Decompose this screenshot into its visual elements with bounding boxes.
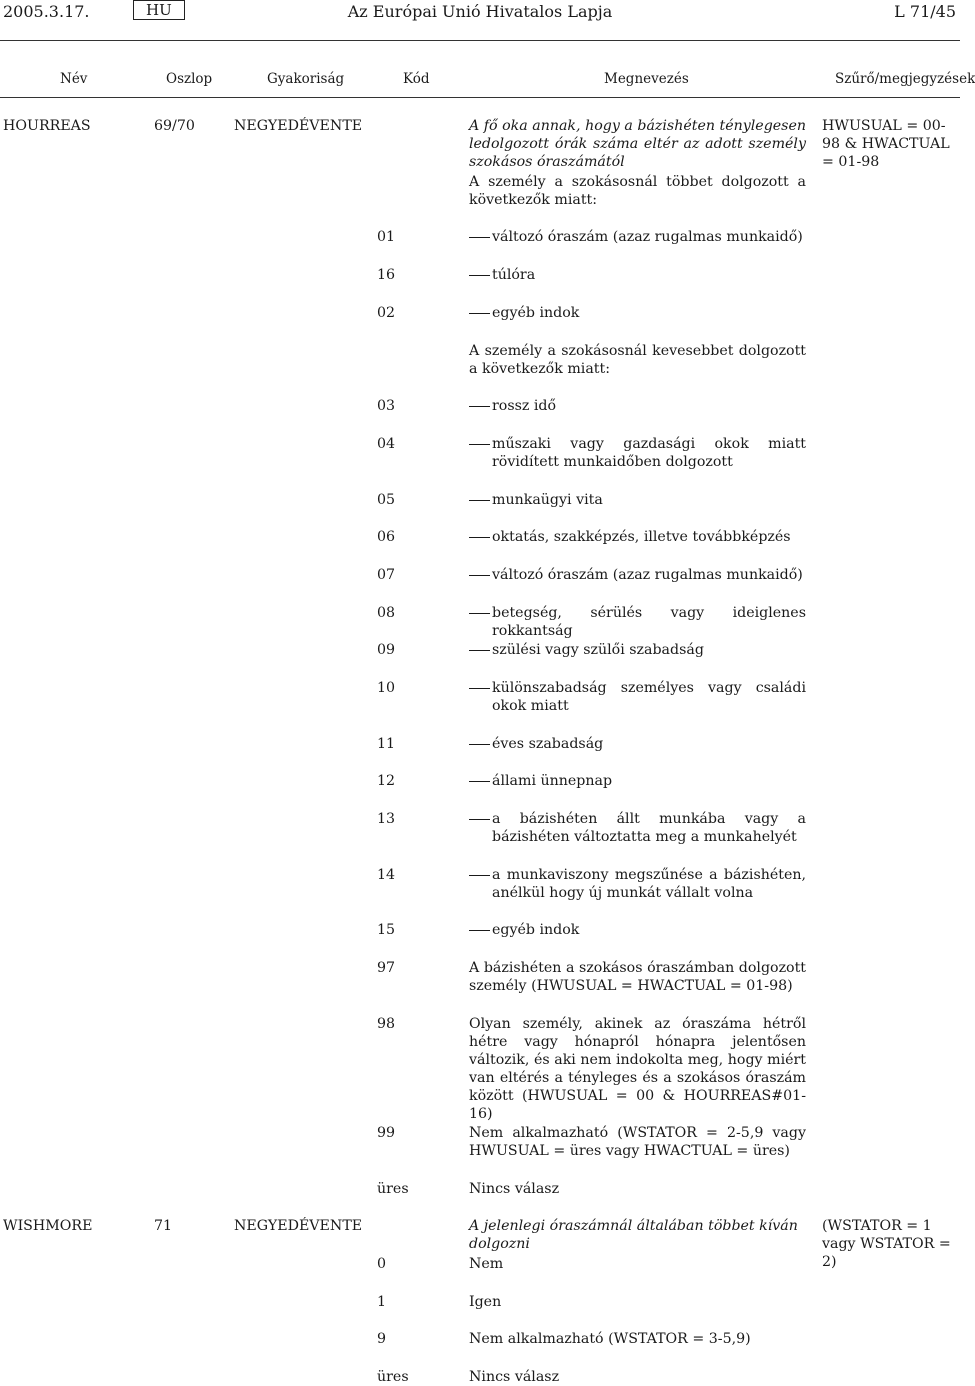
code-description: különszabadság személyes vagy családi okok miatt xyxy=(492,680,806,714)
code-description: a bázishéten állt munkába vagy a bázishéten változtatta meg a munkahelyét xyxy=(492,811,806,845)
code-description: változó óraszám (azaz rugalmas munkaidő) xyxy=(492,567,803,583)
var-freq-hourreas: NEGYEDÉVENTE xyxy=(234,118,363,134)
code-description: változó óraszám (azaz rugalmas munkaidő) xyxy=(492,229,803,245)
dash-mark xyxy=(469,930,490,931)
code-description: A bázishéten a szokásos óraszámban dolgozott személy (HWUSUAL = HWACTUAL = 01-98) xyxy=(469,960,806,994)
code-description: Nincs válasz xyxy=(469,1181,560,1197)
code-label: 98 xyxy=(377,1016,396,1032)
var-desc-wishmore: A jelenlegi óraszámnál általában többet kíván dolgozni xyxy=(469,1218,798,1252)
code-label: 05 xyxy=(377,492,396,508)
code-label: 12 xyxy=(377,773,396,789)
dash-mark xyxy=(469,537,490,538)
dash-mark xyxy=(469,650,490,651)
journal-title: Az Európai Unió Hivatalos Lapja xyxy=(347,2,613,21)
code-label: 14 xyxy=(377,867,396,883)
group-more-hours: A személy a szokásosnál többet dolgozott a következők miatt: xyxy=(469,174,806,208)
code-description: Nem alkalmazható (WSTATOR = 3-5,9) xyxy=(469,1331,751,1347)
code-label: 03 xyxy=(377,398,396,414)
code-label: 04 xyxy=(377,436,396,452)
code-label: 15 xyxy=(377,922,396,938)
code-label: üres xyxy=(377,1369,409,1385)
col-head-megnevezes: Megnevezés xyxy=(604,71,689,87)
dash-mark xyxy=(469,500,490,501)
code-description: munkaügyi vita xyxy=(492,492,603,508)
code-label: 06 xyxy=(377,529,396,545)
code-label: 97 xyxy=(377,960,396,976)
code-description: éves szabadság xyxy=(492,736,604,752)
language-badge: HU xyxy=(133,0,185,20)
code-label: 10 xyxy=(377,680,396,696)
code-description: Igen xyxy=(469,1294,502,1310)
column-heading-rule xyxy=(0,97,960,98)
code-description: állami ünnepnap xyxy=(492,773,613,789)
code-description: egyéb indok xyxy=(492,305,580,321)
code-label: 01 xyxy=(377,229,396,245)
var-col-hourreas: 69/70 xyxy=(154,118,195,134)
col-head-oszlop: Oszlop xyxy=(166,71,213,87)
code-description: műszaki vagy gazdasági okok miatt rövidített munkaidőben dolgozott xyxy=(492,436,806,470)
code-description: egyéb indok xyxy=(492,922,580,938)
col-head-gyakorisag: Gyakoriság xyxy=(267,71,345,87)
var-col-wishmore: 71 xyxy=(154,1218,173,1234)
dash-mark xyxy=(469,744,490,745)
col-head-nev: Név xyxy=(60,71,88,87)
var-name-wishmore: WISHMORE xyxy=(3,1218,93,1234)
dash-mark xyxy=(469,688,490,689)
code-label: üres xyxy=(377,1181,409,1197)
code-label: 07 xyxy=(377,567,396,583)
code-label: 11 xyxy=(377,736,396,752)
dash-mark xyxy=(469,819,490,820)
var-freq-wishmore: NEGYEDÉVENTE xyxy=(234,1218,363,1234)
page-header xyxy=(0,0,960,40)
dash-mark xyxy=(469,575,490,576)
dash-mark xyxy=(469,875,490,876)
code-label: 16 xyxy=(377,267,396,283)
code-label: 02 xyxy=(377,305,396,321)
code-description: rossz idő xyxy=(492,398,557,414)
code-description: Nincs válasz xyxy=(469,1369,560,1385)
dash-mark xyxy=(469,275,490,276)
group-fewer-hours: A személy a szokásosnál kevesebbet dolgozott a következők miatt: xyxy=(469,343,806,377)
code-label: 13 xyxy=(377,811,396,827)
code-description: Olyan személy, akinek az óraszáma hétről hétre vagy hónapról hónapra jelentősen változik, és aki nem indokolta meg, hogy miért van eltérés a tényleges és a szokásos óraszám között (HWUSUAL = 00 & HOURREAS#01-16) xyxy=(469,1016,806,1122)
dash-mark xyxy=(469,444,490,445)
col-head-szuro: Szűrő/megjegyzések xyxy=(835,71,975,87)
code-label: 1 xyxy=(377,1294,387,1310)
code-description: oktatás, szakképzés, illetve továbbképzés xyxy=(492,529,791,545)
var-name-hourreas: HOURREAS xyxy=(3,118,91,134)
var-desc-hourreas: A fő oka annak, hogy a bázishéten ténylegesen ledolgozott órák száma eltér az adott személy szokásos óraszámától xyxy=(469,118,806,170)
code-label: 0 xyxy=(377,1256,387,1272)
dash-mark xyxy=(469,613,490,614)
header-date: 2005.3.17. xyxy=(3,2,90,21)
code-label: 99 xyxy=(377,1125,396,1141)
dash-mark xyxy=(469,237,490,238)
filter-wishmore: (WSTATOR = 1 vagy WSTATOR = 2) xyxy=(822,1218,951,1270)
header-rule xyxy=(0,40,960,41)
page-number: L 71/45 xyxy=(894,2,956,21)
dash-mark xyxy=(469,313,490,314)
code-label: 09 xyxy=(377,642,396,658)
code-description: Nem xyxy=(469,1256,504,1272)
code-description: szülési vagy szülői szabadság xyxy=(492,642,704,658)
code-label: 9 xyxy=(377,1331,387,1347)
code-description: túlóra xyxy=(492,267,536,283)
dash-mark xyxy=(469,781,490,782)
code-description: Nem alkalmazható (WSTATOR = 2-5,9 vagy HWUSUAL = üres vagy HWACTUAL = üres) xyxy=(469,1125,806,1159)
code-description: betegség, sérülés vagy ideiglenes rokkantság xyxy=(492,605,806,639)
dash-mark xyxy=(469,406,490,407)
col-head-kod: Kód xyxy=(403,71,430,87)
code-label: 08 xyxy=(377,605,396,621)
filter-hourreas: HWUSUAL = 00-98 & HWACTUAL = 01-98 xyxy=(822,118,950,170)
code-description: a munkaviszony megszűnése a bázishéten, anélkül hogy új munkát vállalt volna xyxy=(492,867,806,901)
